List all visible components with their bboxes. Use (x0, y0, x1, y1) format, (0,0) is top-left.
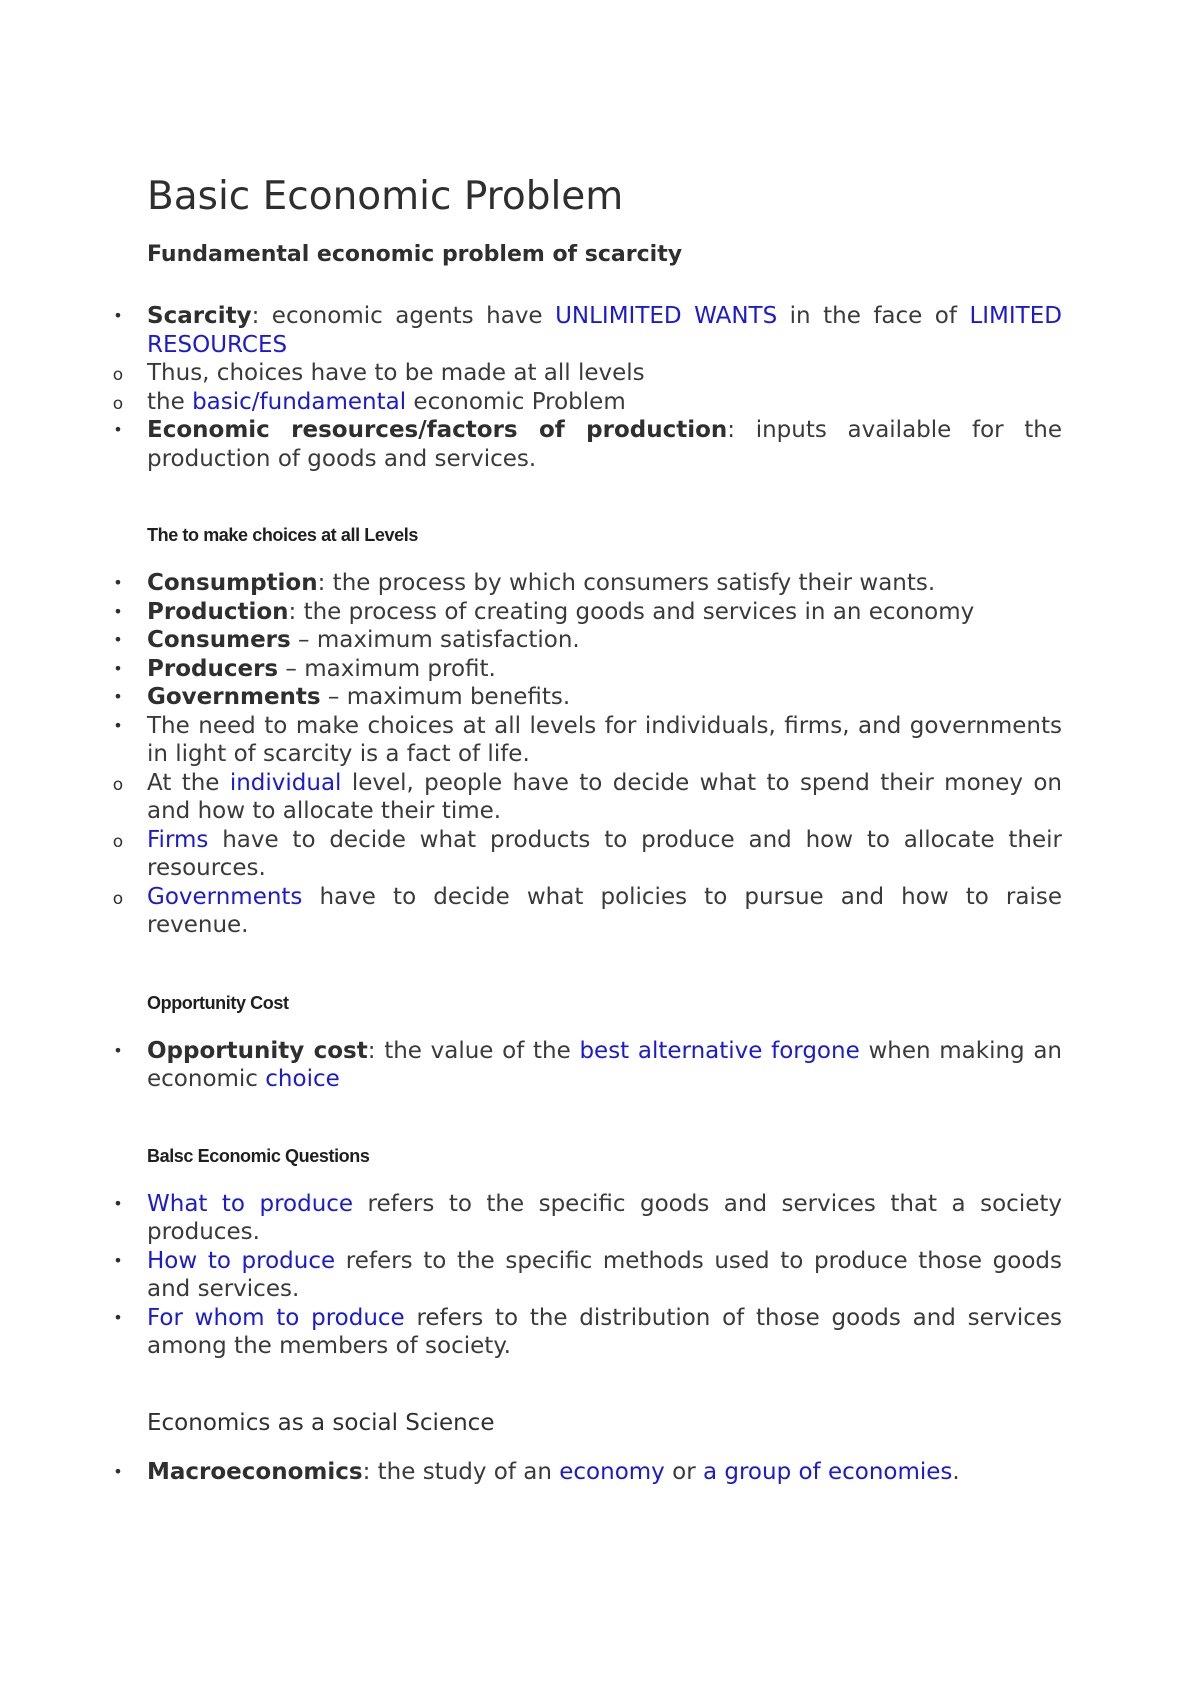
list-item-producers (113, 655, 1062, 684)
bullet-marker: • (113, 601, 123, 621)
item-text: have to decide what policies to pursue and how to raise revenue. (147, 883, 1062, 938)
term-macroeconomics: Macroeconomics (147, 1458, 363, 1485)
item-text: At the (147, 769, 230, 796)
questions-list (113, 1190, 1063, 1361)
highlight-limited-resources: LIMITED RESOURCES (147, 303, 1062, 358)
item-text: in the face of (777, 303, 970, 329)
list-item-basic (112, 388, 1062, 417)
item-text: refers to the specific goods and services that a society produces. (147, 1190, 1062, 1245)
highlight-what-to-produce: What to produce (147, 1190, 354, 1217)
list-item-firms (112, 826, 1062, 883)
heading-levels: The to make choices at all Levels (147, 525, 418, 545)
highlight-for-whom: For whom to produce (147, 1304, 405, 1331)
term-consumers: Consumers (147, 627, 291, 653)
item-text: : the study of an (362, 1458, 560, 1485)
highlight-best-alternative: best alternative forgone (579, 1037, 860, 1064)
term-scarcity: Scarcity (147, 303, 252, 329)
scarcity-list (112, 302, 1062, 473)
bullet-marker: • (113, 1250, 123, 1270)
list-item-need (113, 712, 1062, 769)
item-text: have to decide what products to produce and how to allocate their resources. (147, 826, 1062, 881)
item-text: : the process by which consumers satisfy their wants. (317, 570, 936, 596)
highlight-basic-fundamental: basic/fundamental (192, 388, 407, 415)
term-producers: Producers (147, 655, 279, 682)
sub-marker: o (112, 888, 124, 909)
bullet-marker: • (113, 420, 123, 439)
bullet-marker: • (113, 1040, 123, 1060)
highlight-unlimited-wants: UNLIMITED WANTS (555, 303, 778, 329)
item-text: – maximum satisfaction. (290, 627, 580, 653)
item-text: : the process of creating goods and services in an economy (288, 598, 975, 625)
heading-basic-questions: Balsc Economic Questions (147, 1145, 370, 1166)
sub-marker: o (112, 393, 124, 414)
subtitle-heading: Fundamental economic problem of scarcity (147, 242, 683, 267)
levels-list (112, 569, 1062, 940)
document-title: Basic Economic Problem (147, 174, 624, 219)
item-text: – maximum benefits. (320, 684, 571, 710)
term-consumption: Consumption (147, 570, 318, 596)
highlight-how-to-produce: How to produce (147, 1247, 336, 1274)
sub-marker: o (112, 365, 124, 385)
document-content (112, 172, 1063, 1486)
highlight-firms: Firms (147, 826, 209, 853)
item-text: when making an economic (147, 1037, 1062, 1092)
highlight-group-of-economies: a group of economies (702, 1458, 953, 1485)
list-item-governments (113, 683, 1062, 712)
item-text: refers to the specific methods used to produce those goods and services. (147, 1247, 1063, 1302)
bullet-marker: • (113, 573, 123, 592)
item-text: – maximum profit. (278, 655, 496, 682)
term-governments: Governments (147, 684, 321, 710)
bullet-marker: • (113, 1193, 123, 1213)
bullet-marker: • (113, 1461, 123, 1481)
item-text: : the value of the (367, 1037, 580, 1064)
highlight-choice: choice (265, 1066, 340, 1092)
highlight-governments: Governments (147, 883, 303, 910)
list-item-macroeconomics (113, 1458, 1062, 1487)
item-text: refers to the distribution of those goods and services among the members of society. (147, 1304, 1063, 1359)
heading-opportunity-cost: Opportunity Cost (147, 992, 289, 1013)
highlight-economy: economy (559, 1458, 665, 1485)
term-economic-resources: Economic resources/factors of production (147, 417, 728, 443)
item-text: Thus, choices have to be made at all levels (147, 360, 645, 386)
term-opportunity-cost: Opportunity cost (147, 1037, 368, 1064)
list-item-consumers (113, 626, 1062, 655)
item-text: : economic agents have (251, 303, 556, 329)
highlight-individual: individual (229, 769, 342, 796)
item-text: . (952, 1458, 960, 1485)
list-item-whom (113, 1304, 1063, 1361)
list-item-scarcity (113, 302, 1062, 359)
item-text: The need to make choices at all levels for individuals, firms, and governments in light of scarcity is a fact of life. (147, 712, 1062, 767)
bullet-marker: • (113, 306, 123, 325)
item-text: or (664, 1458, 703, 1485)
sub-marker: o (112, 831, 124, 852)
list-item-resources (113, 416, 1062, 473)
bullet-marker: • (113, 630, 123, 649)
term-production: Production (147, 598, 289, 625)
list-item-how (113, 1247, 1063, 1304)
item-text: economic Problem (406, 388, 626, 415)
list-item-opportunity-cost (113, 1037, 1062, 1094)
heading-social-science: Economics as a social Science (147, 1409, 495, 1436)
list-item-choices (112, 359, 1062, 388)
bullet-marker: • (113, 658, 123, 678)
list-item-what (113, 1190, 1062, 1247)
list-item-consumption (113, 569, 1062, 598)
bullet-marker: • (113, 687, 123, 706)
item-text: the (147, 388, 193, 415)
list-item-govs (112, 883, 1062, 940)
opportunity-list (113, 1037, 1062, 1094)
list-item-individual (112, 769, 1062, 826)
bullet-marker: • (113, 715, 123, 735)
bullet-marker: • (113, 1307, 123, 1327)
item-text: level, people have to decide what to spend their money on and how to allocate their time. (147, 769, 1062, 824)
item-text: : inputs available for the production of goods and services. (147, 417, 1062, 472)
list-item-production (113, 598, 1062, 627)
sub-marker: o (112, 774, 124, 795)
social-science-list (113, 1458, 1062, 1487)
